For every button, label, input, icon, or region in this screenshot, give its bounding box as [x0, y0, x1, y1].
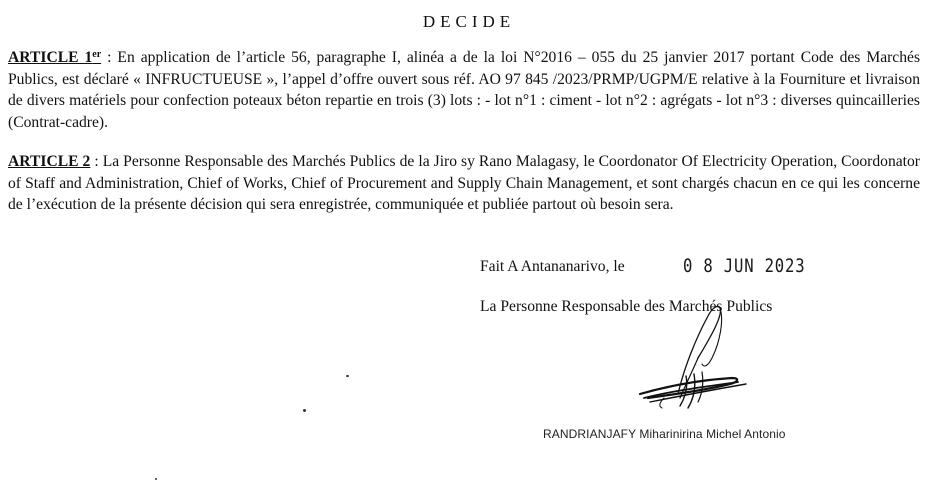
- article-1-label-superscript: er: [92, 49, 102, 60]
- article-1-label: ARTICLE 1er: [8, 49, 102, 66]
- article-2-paragraph: [8, 151, 920, 216]
- article-2-label: ARTICLE 2: [8, 153, 91, 170]
- decision-heading: DECIDE: [422, 12, 516, 31]
- handwritten-signature: [620, 298, 780, 418]
- date-stamp: 0 8 JUN 2023: [683, 255, 806, 277]
- scan-speck: [303, 409, 306, 412]
- scan-speck: [155, 478, 157, 480]
- signer-name: RANDRIANJAFY Miharinirina Michel Antonio: [543, 427, 786, 441]
- article-2-text: : La Personne Responsable des Marchés Publics de la Jiro sy Rano Malagasy, le Coordonator Of Electricity Operation, Coordonator of Staff and Administration, Chief of Works, Chief of Procurement and Supply Chain Management, et sont chargés chacun en ce qui les concerne de l’exécution de la présente décision qui sera enregistrée, communiquée et publiée partout où besoin sera.: [8, 153, 920, 213]
- scan-speck: [346, 375, 349, 377]
- signatory-role: La Personne Responsable des Marchés Publics: [480, 298, 773, 315]
- article-1-paragraph: [8, 44, 920, 133]
- place-line: Fait A Antananarivo, le: [480, 258, 625, 275]
- article-1-text: : En application de l’article 56, paragraphe I, alinéa a de la loi N°2016 – 055 du 25 janvier 2017 portant Code des Marchés Publics, est déclaré « INFRUCTUEUSE », l’appel d’offre ouvert sous réf. AO 97 845 /2023/PRMP/UGPM/E relative à la Fourniture et livraison de divers matériels pour confection poteaux béton repartie en trois (3) lots : - lot n°1 : ciment - lot n°2 : agrégats - lot n°3 : diverses quincailleries (Contrat-cadre).: [8, 49, 921, 131]
